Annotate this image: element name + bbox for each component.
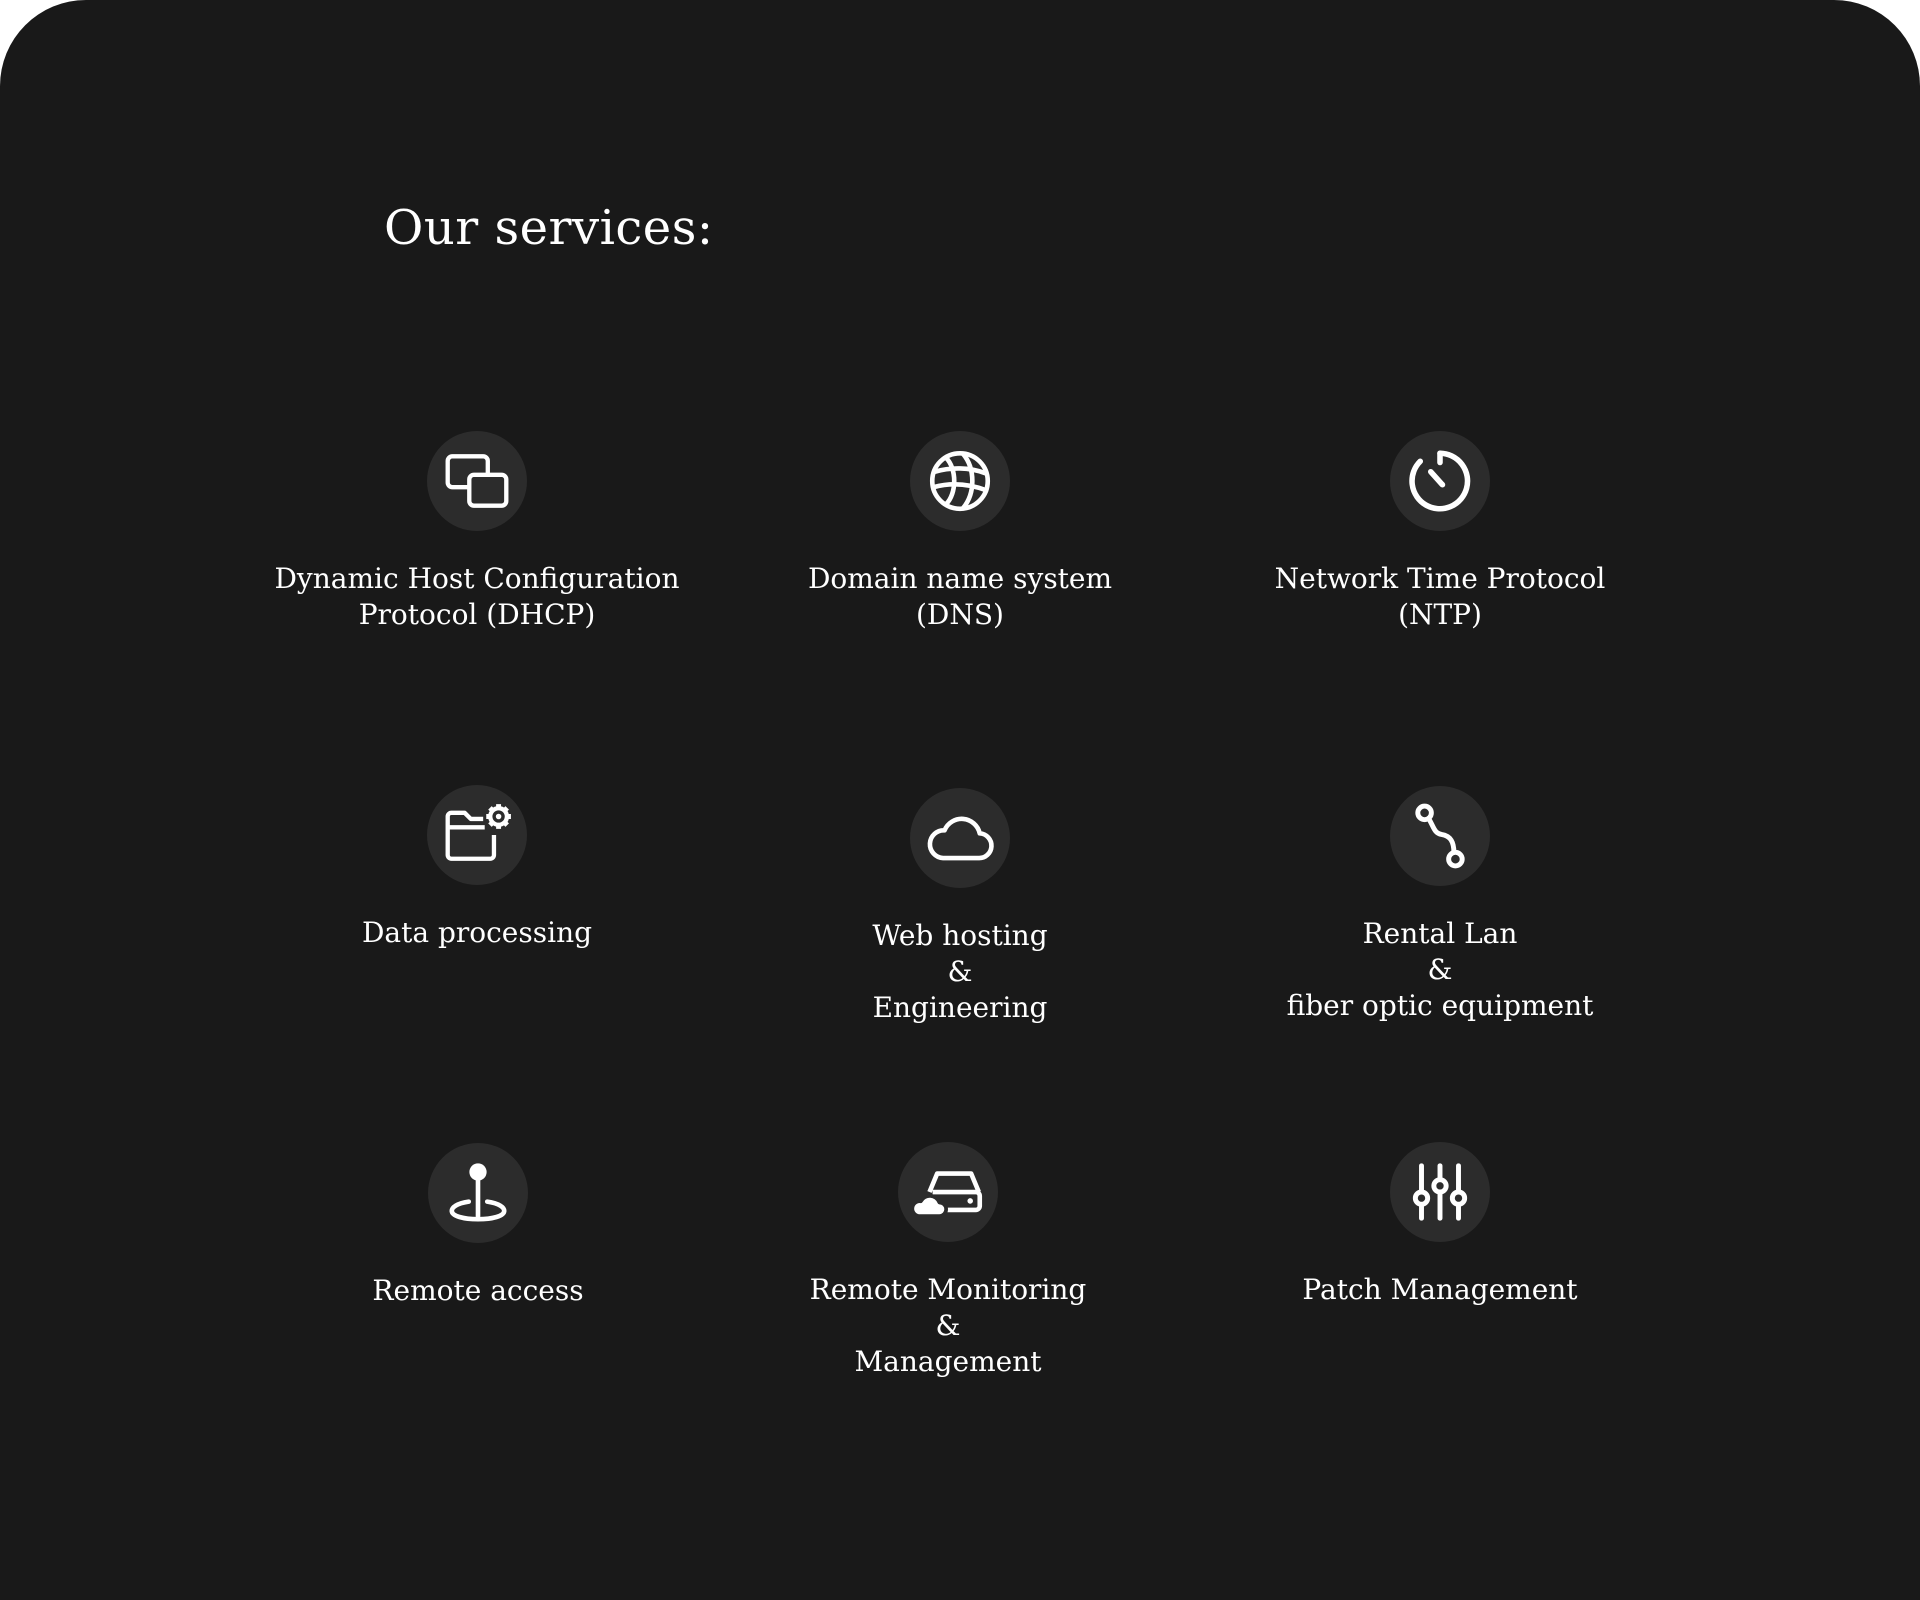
cloud-server-icon [898,1142,998,1242]
service-data-processing [237,785,717,951]
service-remote-access [238,1143,718,1309]
service-remote-monitoring [708,1142,1188,1380]
service-label: Patch Management [1302,1273,1578,1306]
folder-gear-icon [427,785,527,885]
page-title: Our services: [384,200,714,256]
service-label: Remote Monitoring & Management [809,1273,1087,1378]
service-label: Web hosting & Engineering [872,919,1048,1024]
sliders-icon [1390,1142,1490,1242]
service-label: Data processing [361,916,593,949]
service-dhcp [237,431,717,633]
service-rental-lan [1200,786,1680,1024]
globe-icon [910,431,1010,531]
service-label: Rental Lan & fiber optic equipment [1286,917,1594,1022]
service-label: Network Time Protocol (NTP) [1274,562,1606,631]
service-dns [720,431,1200,633]
service-label: Dynamic Host Configuration Protocol (DHCP) [274,562,680,631]
service-label: Remote access [372,1274,584,1307]
service-ntp [1200,431,1680,633]
service-web-hosting [720,788,1200,1026]
timer-icon [1390,431,1490,531]
service-patch-management [1200,1142,1680,1308]
devices-icon [427,431,527,531]
service-label: Domain name system (DNS) [807,562,1113,631]
location-pin-icon [428,1143,528,1243]
route-icon [1390,786,1490,886]
cloud-icon [910,788,1010,888]
